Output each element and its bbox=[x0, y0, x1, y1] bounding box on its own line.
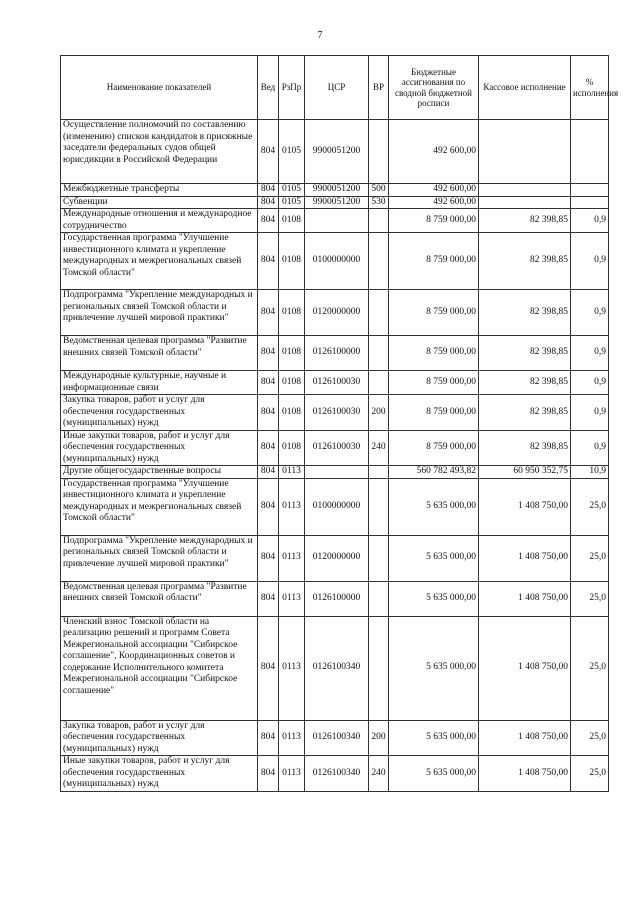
row-cash: 1 408 750,00 bbox=[479, 756, 571, 792]
row-percent: 0,9 bbox=[571, 336, 609, 371]
row-percent: 25,0 bbox=[571, 581, 609, 616]
row-csr: 0120000000 bbox=[305, 535, 369, 581]
row-vr: 240 bbox=[369, 430, 389, 466]
row-name: Иные закупки товаров, работ и услуг для обеспечения государственных (муниципальных) нужд bbox=[61, 430, 258, 466]
table-row bbox=[61, 371, 609, 395]
row-budget: 8 759 000,00 bbox=[389, 336, 479, 371]
row-vr: 240 bbox=[369, 756, 389, 792]
row-ved: 804 bbox=[258, 336, 279, 371]
row-vr bbox=[369, 466, 389, 479]
row-percent: 25,0 bbox=[571, 616, 609, 720]
table-row bbox=[61, 184, 609, 197]
row-budget: 5 635 000,00 bbox=[389, 616, 479, 720]
row-budget: 5 635 000,00 bbox=[389, 478, 479, 535]
row-cash: 82 398,85 bbox=[479, 209, 571, 233]
row-name: Международные отношения и международное сотрудничество bbox=[61, 209, 258, 233]
row-rzpr: 0113 bbox=[279, 616, 305, 720]
row-budget: 560 782 493,82 bbox=[389, 466, 479, 479]
row-percent: 0,9 bbox=[571, 233, 609, 290]
row-vr bbox=[369, 616, 389, 720]
row-percent: 0,9 bbox=[571, 395, 609, 431]
row-csr: 0120000000 bbox=[305, 290, 369, 336]
row-vr: 200 bbox=[369, 720, 389, 756]
row-ved: 804 bbox=[258, 196, 279, 209]
row-budget: 8 759 000,00 bbox=[389, 209, 479, 233]
row-ved: 804 bbox=[258, 395, 279, 431]
row-csr: 0100000000 bbox=[305, 233, 369, 290]
row-ved: 804 bbox=[258, 290, 279, 336]
row-ved: 804 bbox=[258, 466, 279, 479]
row-csr: 9900051200 bbox=[305, 120, 369, 184]
row-percent bbox=[571, 120, 609, 184]
row-vr bbox=[369, 478, 389, 535]
row-csr: 0126100000 bbox=[305, 336, 369, 371]
row-cash: 82 398,85 bbox=[479, 290, 571, 336]
row-ved: 804 bbox=[258, 756, 279, 792]
row-percent bbox=[571, 184, 609, 197]
row-vr bbox=[369, 290, 389, 336]
row-percent bbox=[571, 196, 609, 209]
row-rzpr: 0113 bbox=[279, 466, 305, 479]
table-row bbox=[61, 535, 609, 581]
row-csr: 0126100030 bbox=[305, 371, 369, 395]
row-budget: 8 759 000,00 bbox=[389, 290, 479, 336]
table-row bbox=[61, 209, 609, 233]
row-name: Закупка товаров, работ и услуг для обеспечения государственных (муниципальных) нужд bbox=[61, 720, 258, 756]
row-ved: 804 bbox=[258, 209, 279, 233]
row-vr bbox=[369, 120, 389, 184]
row-rzpr: 0113 bbox=[279, 756, 305, 792]
row-vr bbox=[369, 581, 389, 616]
row-cash: 82 398,85 bbox=[479, 336, 571, 371]
row-cash: 60 950 352,75 bbox=[479, 466, 571, 479]
row-ved: 804 bbox=[258, 233, 279, 290]
table-row bbox=[61, 616, 609, 720]
row-percent: 25,0 bbox=[571, 756, 609, 792]
row-rzpr: 0108 bbox=[279, 209, 305, 233]
row-rzpr: 0108 bbox=[279, 430, 305, 466]
row-rzpr: 0113 bbox=[279, 535, 305, 581]
header-ved: Вед bbox=[258, 56, 279, 120]
row-ved: 804 bbox=[258, 535, 279, 581]
header-cash: Кассовое исполнение bbox=[479, 56, 571, 120]
row-budget: 8 759 000,00 bbox=[389, 430, 479, 466]
table-row bbox=[61, 430, 609, 466]
row-percent: 25,0 bbox=[571, 535, 609, 581]
row-ved: 804 bbox=[258, 616, 279, 720]
row-percent: 0,9 bbox=[571, 209, 609, 233]
row-percent: 25,0 bbox=[571, 478, 609, 535]
row-csr: 0126100030 bbox=[305, 430, 369, 466]
row-cash: 82 398,85 bbox=[479, 395, 571, 431]
row-rzpr: 0105 bbox=[279, 196, 305, 209]
row-percent: 0,9 bbox=[571, 430, 609, 466]
row-name: Государственная программа "Улучшение инвестиционного климата и укрепление международных и межрегиональных связей Томской области" bbox=[61, 478, 258, 535]
row-rzpr: 0113 bbox=[279, 581, 305, 616]
row-vr bbox=[369, 209, 389, 233]
table-row bbox=[61, 756, 609, 792]
row-name: Иные закупки товаров, работ и услуг для обеспечения государственных (муниципальных) нужд bbox=[61, 756, 258, 792]
row-name: Осуществление полномочий по составлению (изменению) списков кандидатов в присяжные заседатели федеральных судов общей юрисдикции в Российской Федерации bbox=[61, 120, 258, 184]
row-budget: 492 600,00 bbox=[389, 184, 479, 197]
row-budget: 8 759 000,00 bbox=[389, 395, 479, 431]
row-csr: 9900051200 bbox=[305, 184, 369, 197]
row-cash: 82 398,85 bbox=[479, 430, 571, 466]
row-budget: 492 600,00 bbox=[389, 120, 479, 184]
row-percent: 0,9 bbox=[571, 371, 609, 395]
row-vr bbox=[369, 336, 389, 371]
table-body bbox=[61, 120, 609, 792]
table-row bbox=[61, 290, 609, 336]
budget-table bbox=[60, 55, 619, 792]
row-budget: 8 759 000,00 bbox=[389, 233, 479, 290]
row-csr: 0126100340 bbox=[305, 756, 369, 792]
row-cash bbox=[479, 120, 571, 184]
row-csr bbox=[305, 209, 369, 233]
row-csr: 0126100000 bbox=[305, 581, 369, 616]
row-name: Закупка товаров, работ и услуг для обеспечения государственных (муниципальных) нужд bbox=[61, 395, 258, 431]
row-cash: 1 408 750,00 bbox=[479, 720, 571, 756]
row-ved: 804 bbox=[258, 478, 279, 535]
table-row bbox=[61, 581, 609, 616]
table-row bbox=[61, 720, 609, 756]
row-percent: 25,0 bbox=[571, 720, 609, 756]
row-cash: 82 398,85 bbox=[479, 233, 571, 290]
header-name: Наименование показателей bbox=[61, 56, 258, 120]
row-rzpr: 0105 bbox=[279, 120, 305, 184]
row-percent: 10,9 bbox=[571, 466, 609, 479]
header-vr: ВР bbox=[369, 56, 389, 120]
row-cash: 1 408 750,00 bbox=[479, 478, 571, 535]
row-ved: 804 bbox=[258, 430, 279, 466]
row-name: Межбюджетные трансферты bbox=[61, 184, 258, 197]
row-name: Государственная программа "Улучшение инвестиционного климата и укрепление международных и межрегиональных связей Томской области" bbox=[61, 233, 258, 290]
row-budget: 492 600,00 bbox=[389, 196, 479, 209]
row-name: Ведомственная целевая программа "Развитие внешних связей Томской области" bbox=[61, 336, 258, 371]
table-row bbox=[61, 336, 609, 371]
row-rzpr: 0113 bbox=[279, 478, 305, 535]
header-budget: Бюджетные ассигнования по сводной бюджетной росписи bbox=[389, 56, 479, 120]
row-csr: 0100000000 bbox=[305, 478, 369, 535]
row-vr bbox=[369, 233, 389, 290]
row-name: Подпрограмма "Укрепление международных и региональных связей Томской области и привлечение лучшей мировой практики" bbox=[61, 290, 258, 336]
row-ved: 804 bbox=[258, 184, 279, 197]
row-rzpr: 0108 bbox=[279, 290, 305, 336]
table-row bbox=[61, 120, 609, 184]
row-rzpr: 0108 bbox=[279, 336, 305, 371]
table-row bbox=[61, 196, 609, 209]
row-vr bbox=[369, 535, 389, 581]
header-csr: ЦСР bbox=[305, 56, 369, 120]
row-csr: 9900051200 bbox=[305, 196, 369, 209]
row-vr: 530 bbox=[369, 196, 389, 209]
row-name: Членский взнос Томской области на реализацию решений и программ Совета Межрегиональной ассоциации "Сибирское соглашение", Координационных советов и содержание Исполнительного комитета Межрегиональной ассоциации "Сибирское соглашение" bbox=[61, 616, 258, 720]
row-ved: 804 bbox=[258, 120, 279, 184]
row-rzpr: 0108 bbox=[279, 371, 305, 395]
row-csr: 0126100340 bbox=[305, 720, 369, 756]
row-cash bbox=[479, 196, 571, 209]
row-name: Международные культурные, научные и информационные связи bbox=[61, 371, 258, 395]
row-ved: 804 bbox=[258, 581, 279, 616]
table-row bbox=[61, 395, 609, 431]
row-csr: 0126100340 bbox=[305, 616, 369, 720]
row-cash bbox=[479, 184, 571, 197]
row-budget: 8 759 000,00 bbox=[389, 371, 479, 395]
page-number: 7 bbox=[317, 30, 323, 41]
row-rzpr: 0108 bbox=[279, 395, 305, 431]
row-vr: 500 bbox=[369, 184, 389, 197]
table-row bbox=[61, 478, 609, 535]
row-cash: 82 398,85 bbox=[479, 371, 571, 395]
row-cash: 1 408 750,00 bbox=[479, 535, 571, 581]
row-ved: 804 bbox=[258, 371, 279, 395]
row-name: Ведомственная целевая программа "Развитие внешних связей Томской области" bbox=[61, 581, 258, 616]
row-csr bbox=[305, 466, 369, 479]
row-cash: 1 408 750,00 bbox=[479, 616, 571, 720]
row-ved: 804 bbox=[258, 720, 279, 756]
row-budget: 5 635 000,00 bbox=[389, 535, 479, 581]
row-name: Подпрограмма "Укрепление международных и региональных связей Томской области и привлечение лучшей мировой практики" bbox=[61, 535, 258, 581]
row-csr: 0126100030 bbox=[305, 395, 369, 431]
table-row bbox=[61, 233, 609, 290]
header-rzpr: РзПр bbox=[279, 56, 305, 120]
row-budget: 5 635 000,00 bbox=[389, 581, 479, 616]
row-rzpr: 0113 bbox=[279, 720, 305, 756]
row-percent: 0,9 bbox=[571, 290, 609, 336]
row-name: Другие общегосударственные вопросы bbox=[61, 466, 258, 479]
row-rzpr: 0105 bbox=[279, 184, 305, 197]
table-row bbox=[61, 466, 609, 479]
header-percent: % исполнения bbox=[571, 56, 609, 120]
row-budget: 5 635 000,00 bbox=[389, 756, 479, 792]
row-name: Субвенции bbox=[61, 196, 258, 209]
row-budget: 5 635 000,00 bbox=[389, 720, 479, 756]
header-row bbox=[61, 56, 609, 120]
row-cash: 1 408 750,00 bbox=[479, 581, 571, 616]
row-vr: 200 bbox=[369, 395, 389, 431]
row-vr bbox=[369, 371, 389, 395]
row-rzpr: 0108 bbox=[279, 233, 305, 290]
